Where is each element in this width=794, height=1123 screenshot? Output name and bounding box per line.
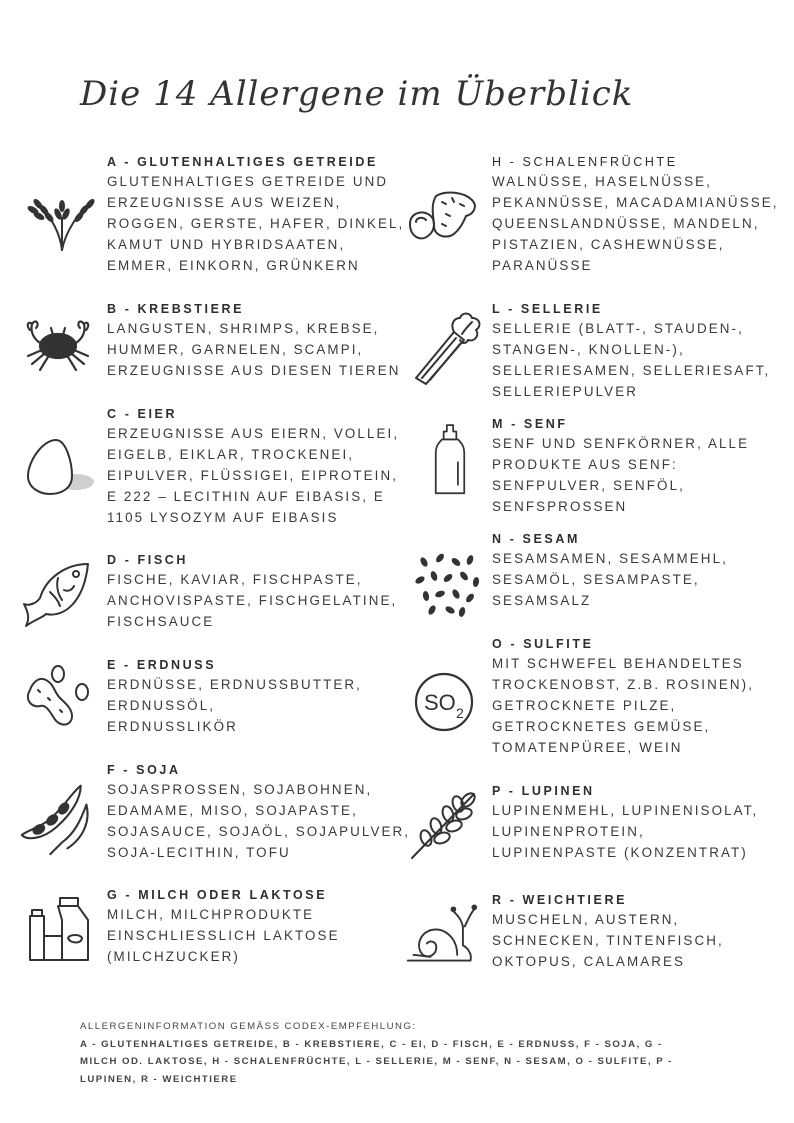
so2-icon (410, 664, 486, 740)
allergen-a (107, 152, 407, 276)
allergen-heading: A - GLUTENHALTIGES GETREIDE (107, 155, 378, 169)
allergen-g (107, 885, 407, 968)
allergen-heading: B - KREBSTIERE (107, 302, 245, 316)
allergen-line: SOJASPROSSEN, SOJABOHNEN, (107, 782, 373, 797)
allergen-line: 1105 LYSOZYM AUF EIBASIS (107, 509, 339, 525)
allergen-line: TOMATENPÜREE, WEIN (492, 739, 683, 755)
allergen-heading: G - MILCH ODER LAKTOSE (107, 888, 328, 902)
allergen-e (107, 655, 407, 738)
allergen-line: LUPINENPROTEIN, (492, 823, 645, 839)
allergen-line: ROGGEN, GERSTE, HAFER, DINKEL, (107, 215, 405, 231)
allergen-heading: H - SCHALENFRÜCHTE (492, 155, 678, 169)
sesame-icon (410, 548, 486, 624)
allergen-line: SELLERIESAMEN, SELLERIESAFT, (492, 362, 771, 378)
so2-subscript: 2 (456, 705, 464, 721)
allergen-line: LUPINENMEHL, LUPINENISOLAT, (492, 803, 759, 818)
allergen-b (107, 299, 407, 382)
allergen-line: LUPINENPASTE (KONZENTRAT) (492, 844, 748, 860)
allergen-line: EIPULVER, FLÜSSIGEI, EIPROTEIN, (107, 467, 399, 483)
allergen-heading: F - SOJA (107, 763, 181, 777)
allergen-line: SESAMÖL, SESAMPASTE, (492, 571, 700, 587)
allergen-line: EMMER, EINKORN, GRÜNKERN (107, 257, 360, 273)
allergen-line: SESAMSAMEN, SESAMMEHL, (492, 551, 728, 566)
allergen-line: ERDNUSSÖL, (107, 697, 216, 713)
allergen-line: SCHNECKEN, TINTENFISCH, (492, 932, 724, 948)
allergen-p (492, 781, 792, 864)
allergen-heading: C - EIER (107, 407, 178, 421)
allergen-heading: E - ERDNUSS (107, 658, 217, 672)
milk-icon (22, 892, 98, 968)
allergen-m (492, 414, 792, 518)
wheat-icon (22, 178, 98, 254)
allergen-heading: N - SESAM (492, 532, 580, 546)
footer-line: A - GLUTENHALTIGES GETREIDE, B - KREBSTIERE, C - EI, D - FISCH, E - ERDNUSS, F - SOJA, G - (80, 1038, 663, 1050)
allergen-line: SENFSPROSSEN (492, 498, 628, 514)
allergen-f (107, 760, 411, 864)
allergen-h (492, 152, 792, 276)
allergen-n (492, 529, 792, 612)
allergen-c (107, 404, 407, 528)
allergen-line: FISCHE, KAVIAR, FISCHPASTE, (107, 572, 363, 587)
allergen-line: WALNÜSSE, HASELNÜSSE, (492, 174, 712, 189)
allergen-footer (80, 1018, 740, 1088)
allergen-line: SELLERIE (BLATT-, STAUDEN-, (492, 321, 744, 336)
fish-icon (18, 556, 94, 632)
footer-heading: ALLERGENINFORMATION GEMÄSS CODEX-EMPFEHLUNG: (80, 1021, 417, 1032)
allergen-line: SENFPULVER, SENFÖL, (492, 477, 685, 493)
allergen-line: ERZEUGNISSE AUS DIESEN TIEREN (107, 362, 401, 378)
so2-label: SO (424, 690, 456, 715)
allergen-line: ERDNUSSLIKÖR (107, 718, 238, 734)
celery-icon (410, 310, 486, 386)
allergen-line: STANGEN-, KNOLLEN-), (492, 341, 685, 357)
allergen-line: MILCH, MILCHPRODUKTE (107, 907, 315, 922)
allergen-line: GETROCKNETE PILZE, (492, 697, 677, 713)
soybean-icon (18, 780, 94, 856)
allergen-d (107, 550, 407, 633)
footer-line: MILCH OD. LAKTOSE, H - SCHALENFRÜCHTE, L - SELLERIE, M - SENF, N - SESAM, O - SULFITE, P - (80, 1056, 673, 1067)
allergen-line: PEKANNÜSSE, MACADAMIANÜSSE, (492, 194, 779, 210)
allergen-l (492, 299, 792, 403)
allergen-line: E 222 – LECITHIN AUF EIBASIS, E (107, 488, 385, 504)
allergen-line: FISCHSAUCE (107, 613, 215, 629)
allergen-line: PRODUKTE AUS SENF: (492, 456, 678, 472)
allergen-heading: P - LUPINEN (492, 784, 595, 798)
allergen-line: TROCKENOBST, Z.B. ROSINEN), (492, 676, 755, 692)
allergen-line: GLUTENHALTIGES GETREIDE UND (107, 174, 389, 189)
allergen-heading: M - SENF (492, 417, 568, 431)
allergen-line: KAMUT UND HYBRIDSAATEN, (107, 236, 346, 252)
allergen-line: ANCHOVISPASTE, FISCHGELATINE, (107, 592, 398, 608)
allergen-line: EDAMAME, MISO, SOJAPASTE, (107, 802, 358, 818)
allergen-line: ERZEUGNISSE AUS EIERN, VOLLEI, (107, 426, 400, 441)
allergen-heading: O - SULFITE (492, 637, 594, 651)
nuts-icon (406, 182, 482, 258)
crab-icon (20, 306, 96, 382)
allergen-line: MUSCHELN, AUSTERN, (492, 912, 680, 927)
allergen-line: SESAMSALZ (492, 592, 592, 608)
page-title: Die 14 Allergene im Überblick (80, 74, 634, 114)
lupin-icon (408, 786, 484, 862)
allergen-line: OKTOPUS, CALAMARES (492, 953, 686, 969)
allergen-heading: L - SELLERIE (492, 302, 603, 316)
allergen-line: SOJASAUCE, SOJAÖL, SOJAPULVER, (107, 823, 411, 839)
allergen-line: ERZEUGNISSE AUS WEIZEN, (107, 194, 342, 210)
allergen-o (492, 634, 792, 758)
allergen-line: HUMMER, GARNELEN, SCAMPI, (107, 341, 364, 357)
allergen-heading: R - WEICHTIERE (492, 893, 628, 907)
allergen-line: EIGELB, EIKLAR, TROCKENEI, (107, 446, 355, 462)
allergen-line: MIT SCHWEFEL BEHANDELTES (492, 656, 744, 671)
allergen-line: GETROCKNETES GEMÜSE, (492, 718, 711, 734)
allergen-line: QUEENSLANDNÜSSE, MANDELN, (492, 215, 760, 231)
mustard-bottle-icon (412, 422, 488, 498)
allergen-line: (MILCHZUCKER) (107, 948, 240, 964)
allergen-heading: D - FISCH (107, 553, 189, 567)
allergen-line: ERDNÜSSE, ERDNUSSBUTTER, (107, 677, 363, 692)
snail-icon (404, 896, 480, 972)
egg-icon (20, 430, 96, 506)
allergen-line: PARANÜSSE (492, 257, 593, 273)
allergen-line: SENF UND SENFKÖRNER, ALLE (492, 436, 750, 451)
footer-line: LUPINEN, R - WEICHTIERE (80, 1073, 238, 1085)
allergen-line: EINSCHLIESSLICH LAKTOSE (107, 927, 340, 943)
allergen-r (492, 890, 792, 973)
peanut-icon (20, 660, 96, 736)
allergen-line: SOJA-LECITHIN, TOFU (107, 844, 291, 860)
allergen-line: PISTAZIEN, CASHEWNÜSSE, (492, 236, 725, 252)
allergen-line: SELLERIEPULVER (492, 383, 638, 399)
allergen-line: LANGUSTEN, SHRIMPS, KREBSE, (107, 321, 380, 336)
